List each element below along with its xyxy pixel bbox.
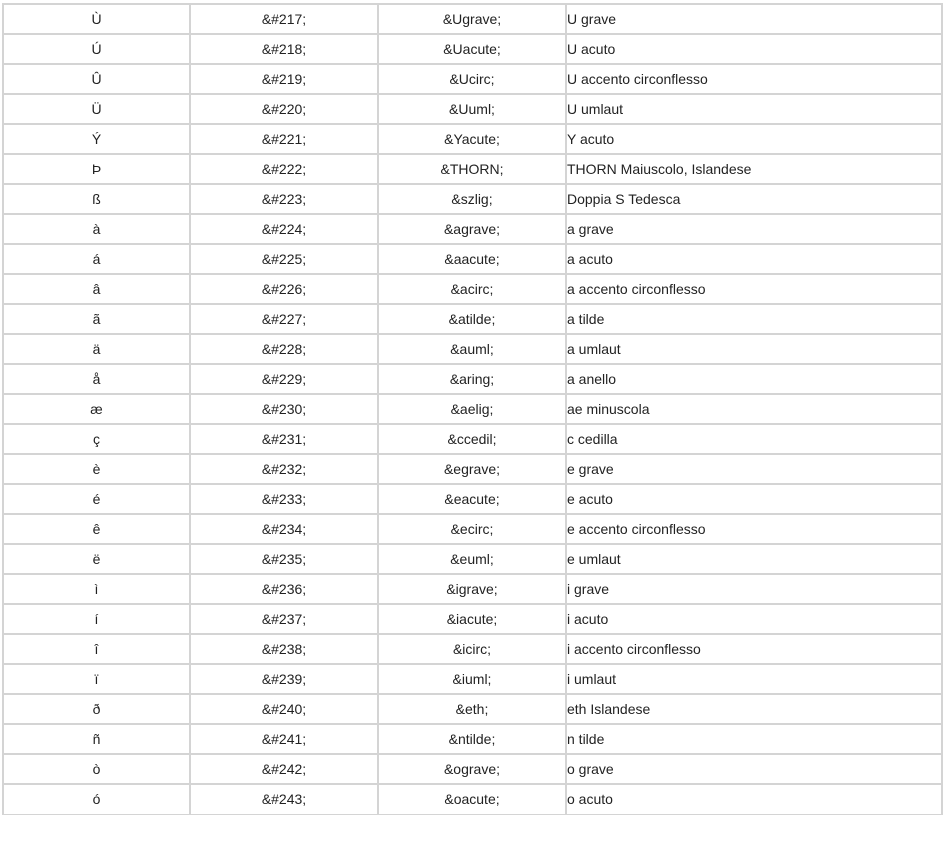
description-cell: c cedilla xyxy=(566,424,942,454)
character-cell: é xyxy=(3,484,190,514)
table-row xyxy=(3,784,942,814)
description-cell: e acuto xyxy=(566,484,942,514)
named-entity-cell: &auml; xyxy=(378,334,566,364)
description-cell: U accento circonflesso xyxy=(566,64,942,94)
description-cell: Doppia S Tedesca xyxy=(566,184,942,214)
table-row xyxy=(3,334,942,364)
character-cell: ê xyxy=(3,514,190,544)
named-entity-cell: &Uuml; xyxy=(378,94,566,124)
character-cell: í xyxy=(3,604,190,634)
character-cell: Û xyxy=(3,64,190,94)
named-entity-cell: &igrave; xyxy=(378,574,566,604)
table-row xyxy=(3,214,942,244)
named-entity-cell: &acirc; xyxy=(378,274,566,304)
description-cell: a accento circonflesso xyxy=(566,274,942,304)
table-row xyxy=(3,544,942,574)
character-cell: â xyxy=(3,274,190,304)
table-row xyxy=(3,424,942,454)
description-cell: a anello xyxy=(566,364,942,394)
named-entity-cell: &agrave; xyxy=(378,214,566,244)
numeric-entity-cell: &#217; xyxy=(190,4,378,34)
numeric-entity-cell: &#223; xyxy=(190,184,378,214)
description-cell: a tilde xyxy=(566,304,942,334)
table-row xyxy=(3,34,942,64)
character-cell: è xyxy=(3,454,190,484)
numeric-entity-cell: &#238; xyxy=(190,634,378,664)
table-row xyxy=(3,484,942,514)
character-cell: ó xyxy=(3,784,190,814)
numeric-entity-cell: &#222; xyxy=(190,154,378,184)
named-entity-cell: &Uacute; xyxy=(378,34,566,64)
named-entity-cell: &iuml; xyxy=(378,664,566,694)
character-cell: ì xyxy=(3,574,190,604)
numeric-entity-cell: &#221; xyxy=(190,124,378,154)
description-cell: a acuto xyxy=(566,244,942,274)
named-entity-cell: &euml; xyxy=(378,544,566,574)
named-entity-cell: &eacute; xyxy=(378,484,566,514)
description-cell: a grave xyxy=(566,214,942,244)
table-row xyxy=(3,4,942,34)
character-cell: ä xyxy=(3,334,190,364)
numeric-entity-cell: &#218; xyxy=(190,34,378,64)
table-row xyxy=(3,634,942,664)
named-entity-cell: &ccedil; xyxy=(378,424,566,454)
description-cell: i acuto xyxy=(566,604,942,634)
named-entity-cell: &aelig; xyxy=(378,394,566,424)
numeric-entity-cell: &#227; xyxy=(190,304,378,334)
numeric-entity-cell: &#228; xyxy=(190,334,378,364)
table-row xyxy=(3,724,942,754)
table-row xyxy=(3,244,942,274)
character-cell: ß xyxy=(3,184,190,214)
character-cell: ï xyxy=(3,664,190,694)
character-cell: Þ xyxy=(3,154,190,184)
named-entity-cell: &THORN; xyxy=(378,154,566,184)
numeric-entity-cell: &#237; xyxy=(190,604,378,634)
description-cell: o acuto xyxy=(566,784,942,814)
numeric-entity-cell: &#234; xyxy=(190,514,378,544)
description-cell: e accento circonflesso xyxy=(566,514,942,544)
numeric-entity-cell: &#229; xyxy=(190,364,378,394)
named-entity-cell: &aring; xyxy=(378,364,566,394)
character-cell: ñ xyxy=(3,724,190,754)
character-cell: Ü xyxy=(3,94,190,124)
description-cell: i grave xyxy=(566,574,942,604)
description-cell: U acuto xyxy=(566,34,942,64)
description-cell: i umlaut xyxy=(566,664,942,694)
named-entity-cell: &ntilde; xyxy=(378,724,566,754)
numeric-entity-cell: &#231; xyxy=(190,424,378,454)
numeric-entity-cell: &#233; xyxy=(190,484,378,514)
description-cell: U grave xyxy=(566,4,942,34)
numeric-entity-cell: &#239; xyxy=(190,664,378,694)
table-row xyxy=(3,574,942,604)
description-cell: ae minuscola xyxy=(566,394,942,424)
table-row xyxy=(3,394,942,424)
numeric-entity-cell: &#226; xyxy=(190,274,378,304)
table-row xyxy=(3,154,942,184)
table-row xyxy=(3,64,942,94)
character-cell: Ú xyxy=(3,34,190,64)
numeric-entity-cell: &#232; xyxy=(190,454,378,484)
table-row xyxy=(3,94,942,124)
numeric-entity-cell: &#242; xyxy=(190,754,378,784)
character-cell: ç xyxy=(3,424,190,454)
html-entities-table xyxy=(2,3,943,815)
named-entity-cell: &ecirc; xyxy=(378,514,566,544)
character-cell: ò xyxy=(3,754,190,784)
numeric-entity-cell: &#240; xyxy=(190,694,378,724)
character-cell: à xyxy=(3,214,190,244)
table-row xyxy=(3,664,942,694)
table-row xyxy=(3,304,942,334)
numeric-entity-cell: &#235; xyxy=(190,544,378,574)
named-entity-cell: &egrave; xyxy=(378,454,566,484)
named-entity-cell: &atilde; xyxy=(378,304,566,334)
character-cell: æ xyxy=(3,394,190,424)
description-cell: e umlaut xyxy=(566,544,942,574)
named-entity-cell: &oacute; xyxy=(378,784,566,814)
table-row xyxy=(3,364,942,394)
named-entity-cell: &eth; xyxy=(378,694,566,724)
character-cell: ð xyxy=(3,694,190,724)
description-cell: a umlaut xyxy=(566,334,942,364)
named-entity-cell: &iacute; xyxy=(378,604,566,634)
character-cell: Ù xyxy=(3,4,190,34)
character-cell: î xyxy=(3,634,190,664)
description-cell: e grave xyxy=(566,454,942,484)
table-row xyxy=(3,184,942,214)
table-row xyxy=(3,514,942,544)
named-entity-cell: &icirc; xyxy=(378,634,566,664)
named-entity-cell: &Yacute; xyxy=(378,124,566,154)
table-row xyxy=(3,604,942,634)
numeric-entity-cell: &#220; xyxy=(190,94,378,124)
table-row xyxy=(3,454,942,484)
table-row xyxy=(3,124,942,154)
description-cell: i accento circonflesso xyxy=(566,634,942,664)
numeric-entity-cell: &#225; xyxy=(190,244,378,274)
numeric-entity-cell: &#224; xyxy=(190,214,378,244)
description-cell: o grave xyxy=(566,754,942,784)
named-entity-cell: &ograve; xyxy=(378,754,566,784)
table-row xyxy=(3,274,942,304)
description-cell: U umlaut xyxy=(566,94,942,124)
character-cell: Ý xyxy=(3,124,190,154)
numeric-entity-cell: &#243; xyxy=(190,784,378,814)
numeric-entity-cell: &#236; xyxy=(190,574,378,604)
description-cell: Y acuto xyxy=(566,124,942,154)
named-entity-cell: &szlig; xyxy=(378,184,566,214)
description-cell: THORN Maiuscolo, Islandese xyxy=(566,154,942,184)
description-cell: n tilde xyxy=(566,724,942,754)
character-cell: á xyxy=(3,244,190,274)
character-cell: å xyxy=(3,364,190,394)
named-entity-cell: &Ugrave; xyxy=(378,4,566,34)
entity-rows xyxy=(3,4,942,814)
table-row xyxy=(3,754,942,784)
numeric-entity-cell: &#219; xyxy=(190,64,378,94)
character-cell: ë xyxy=(3,544,190,574)
table-row xyxy=(3,694,942,724)
named-entity-cell: &Ucirc; xyxy=(378,64,566,94)
description-cell: eth Islandese xyxy=(566,694,942,724)
character-cell: ã xyxy=(3,304,190,334)
numeric-entity-cell: &#241; xyxy=(190,724,378,754)
named-entity-cell: &aacute; xyxy=(378,244,566,274)
numeric-entity-cell: &#230; xyxy=(190,394,378,424)
